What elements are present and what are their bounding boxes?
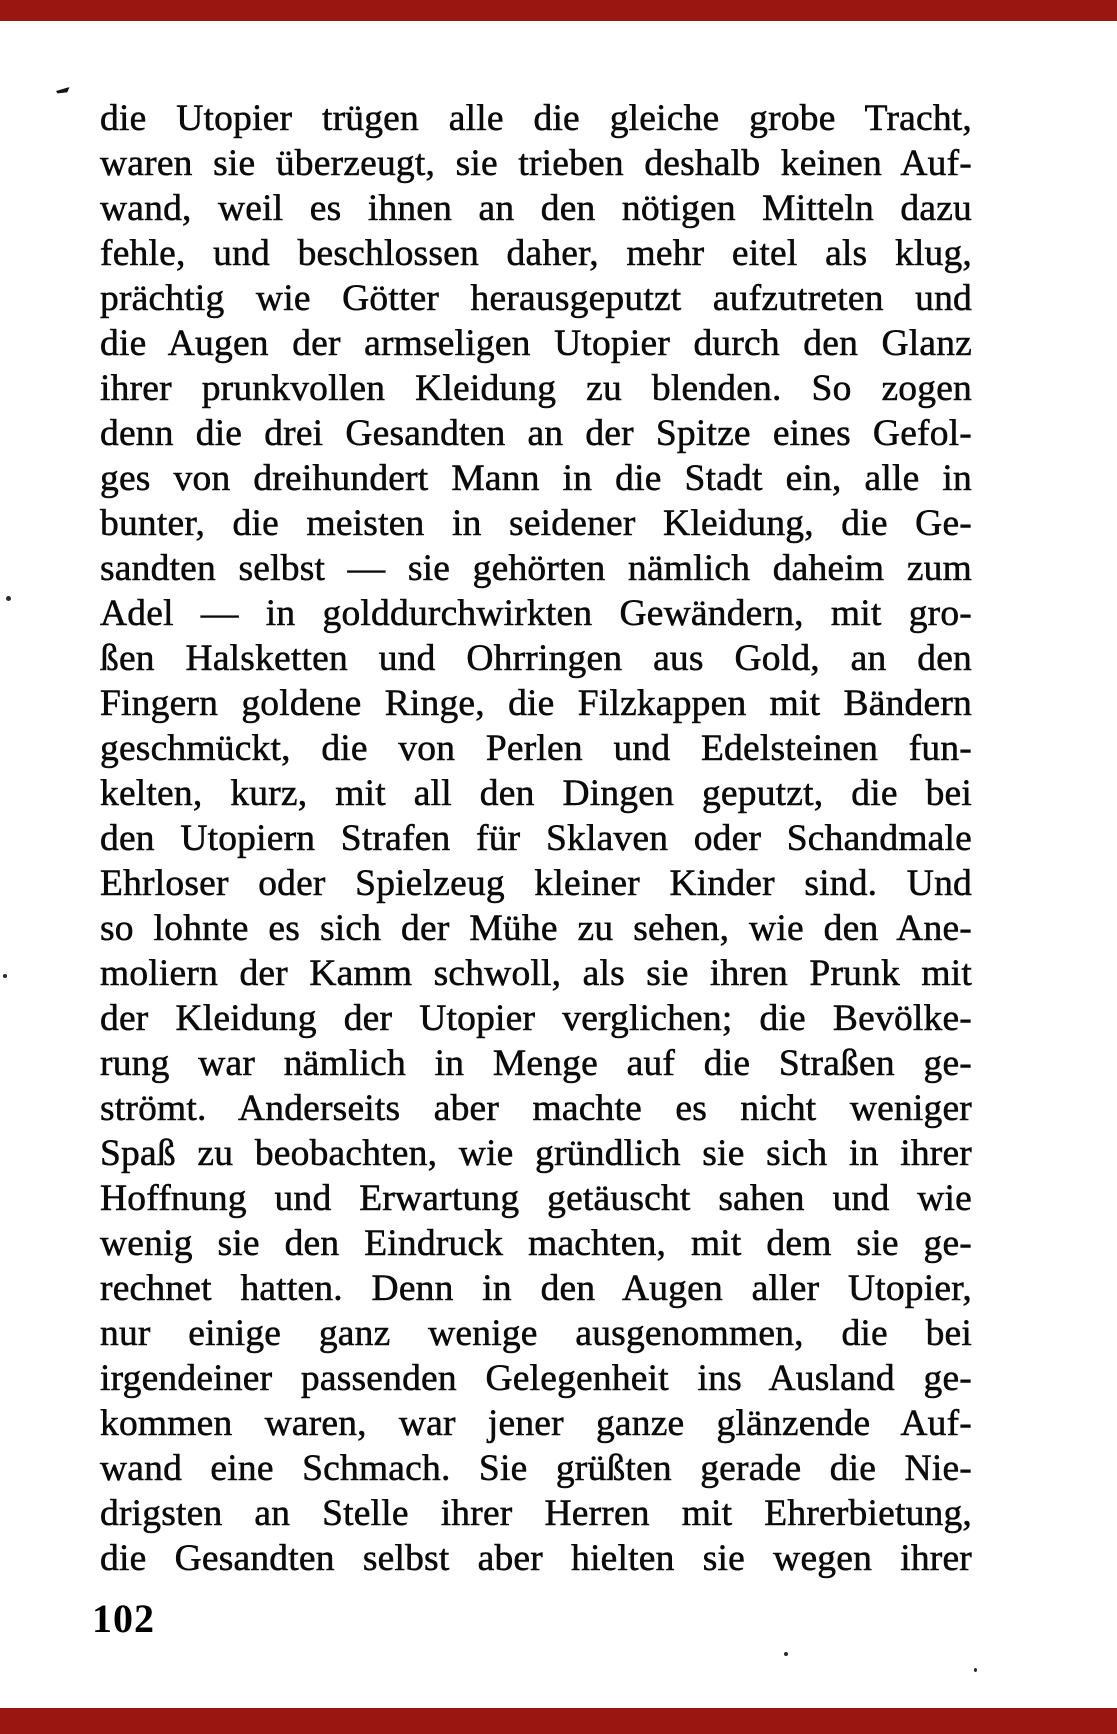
text-line: drigsten an Stelle ihrer Herren mit Ehrerbietung, (100, 1493, 972, 1534)
text-line: bunter, die meisten in seidener Kleidung, die Ge- (100, 503, 972, 544)
scan-edge-bar-bottom (0, 1708, 1117, 1734)
text-line: prächtig wie Götter herausgeputzt aufzutreten und (100, 278, 972, 319)
text-line: rung war nämlich in Menge auf die Straßen ge- (100, 1043, 972, 1084)
scan-speck (6, 596, 11, 601)
text-line: wenig sie den Eindruck machten, mit dem sie ge- (100, 1223, 972, 1264)
text-line: Ehrloser oder Spielzeug kleiner Kinder sind. Und (100, 863, 972, 904)
text-line: nur einige ganz wenige ausgenommen, die bei (100, 1313, 972, 1354)
text-line: waren sie überzeugt, sie trieben deshalb keinen Auf- (100, 143, 972, 184)
text-line: Fingern goldene Ringe, die Filzkappen mit Bändern (100, 683, 972, 724)
text-line: ges von dreihundert Mann in die Stadt ein, alle in (100, 458, 972, 499)
text-line: irgendeiner passenden Gelegenheit ins Ausland ge- (100, 1358, 972, 1399)
text-line: kelten, kurz, mit all den Dingen geputzt, die bei (100, 773, 972, 814)
text-line: kommen waren, war jener ganze glänzende Auf- (100, 1403, 972, 1444)
text-line: denn die drei Gesandten an der Spitze eines Gefol- (100, 413, 972, 454)
text-line: Adel — in golddurchwirkten Gewändern, mit gro- (100, 593, 972, 634)
text-line: geschmückt, die von Perlen und Edelsteinen fun- (100, 728, 972, 769)
text-line: wand eine Schmach. Sie grüßten gerade die Nie- (100, 1448, 972, 1489)
text-line: rechnet hatten. Denn in den Augen aller Utopier, (100, 1268, 972, 1309)
page-number: 102 (92, 1596, 155, 1641)
text-line: die Gesandten selbst aber hielten sie wegen ihrer (100, 1538, 972, 1579)
scan-speck (3, 974, 7, 978)
text-line: ihrer prunkvollen Kleidung zu blenden. So zogen (100, 368, 972, 409)
text-line: ßen Halsketten und Ohrringen aus Gold, an den (100, 638, 972, 679)
text-line: den Utopiern Strafen für Sklaven oder Schandmale (100, 818, 972, 859)
page-text-block (100, 96, 972, 1581)
text-line: fehle, und beschlossen daher, mehr eitel als klug, (100, 233, 972, 274)
text-line: strömt. Anderseits aber machte es nicht weniger (100, 1088, 972, 1129)
scan-speck (974, 1668, 977, 1672)
text-line: die Utopier trügen alle die gleiche grobe Tracht, (100, 98, 972, 139)
scan-edge-bar-top (0, 0, 1117, 21)
text-line: sandten selbst — sie gehörten nämlich daheim zum (100, 548, 972, 589)
text-line: Hoffnung und Erwartung getäuscht sahen und wie (100, 1178, 972, 1219)
text-line: so lohnte es sich der Mühe zu sehen, wie den Ane- (100, 908, 972, 949)
text-line: der Kleidung der Utopier verglichen; die Bevölke- (100, 998, 972, 1039)
scan-speck (784, 1652, 788, 1656)
text-line: Spaß zu beobachten, wie gründlich sie sich in ihrer (100, 1133, 972, 1174)
margin-ink-mark (56, 87, 71, 94)
text-line: wand, weil es ihnen an den nötigen Mitteln dazu (100, 188, 972, 229)
text-line: moliern der Kamm schwoll, als sie ihren Prunk mit (100, 953, 972, 994)
text-line: die Augen der armseligen Utopier durch den Glanz (100, 323, 972, 364)
